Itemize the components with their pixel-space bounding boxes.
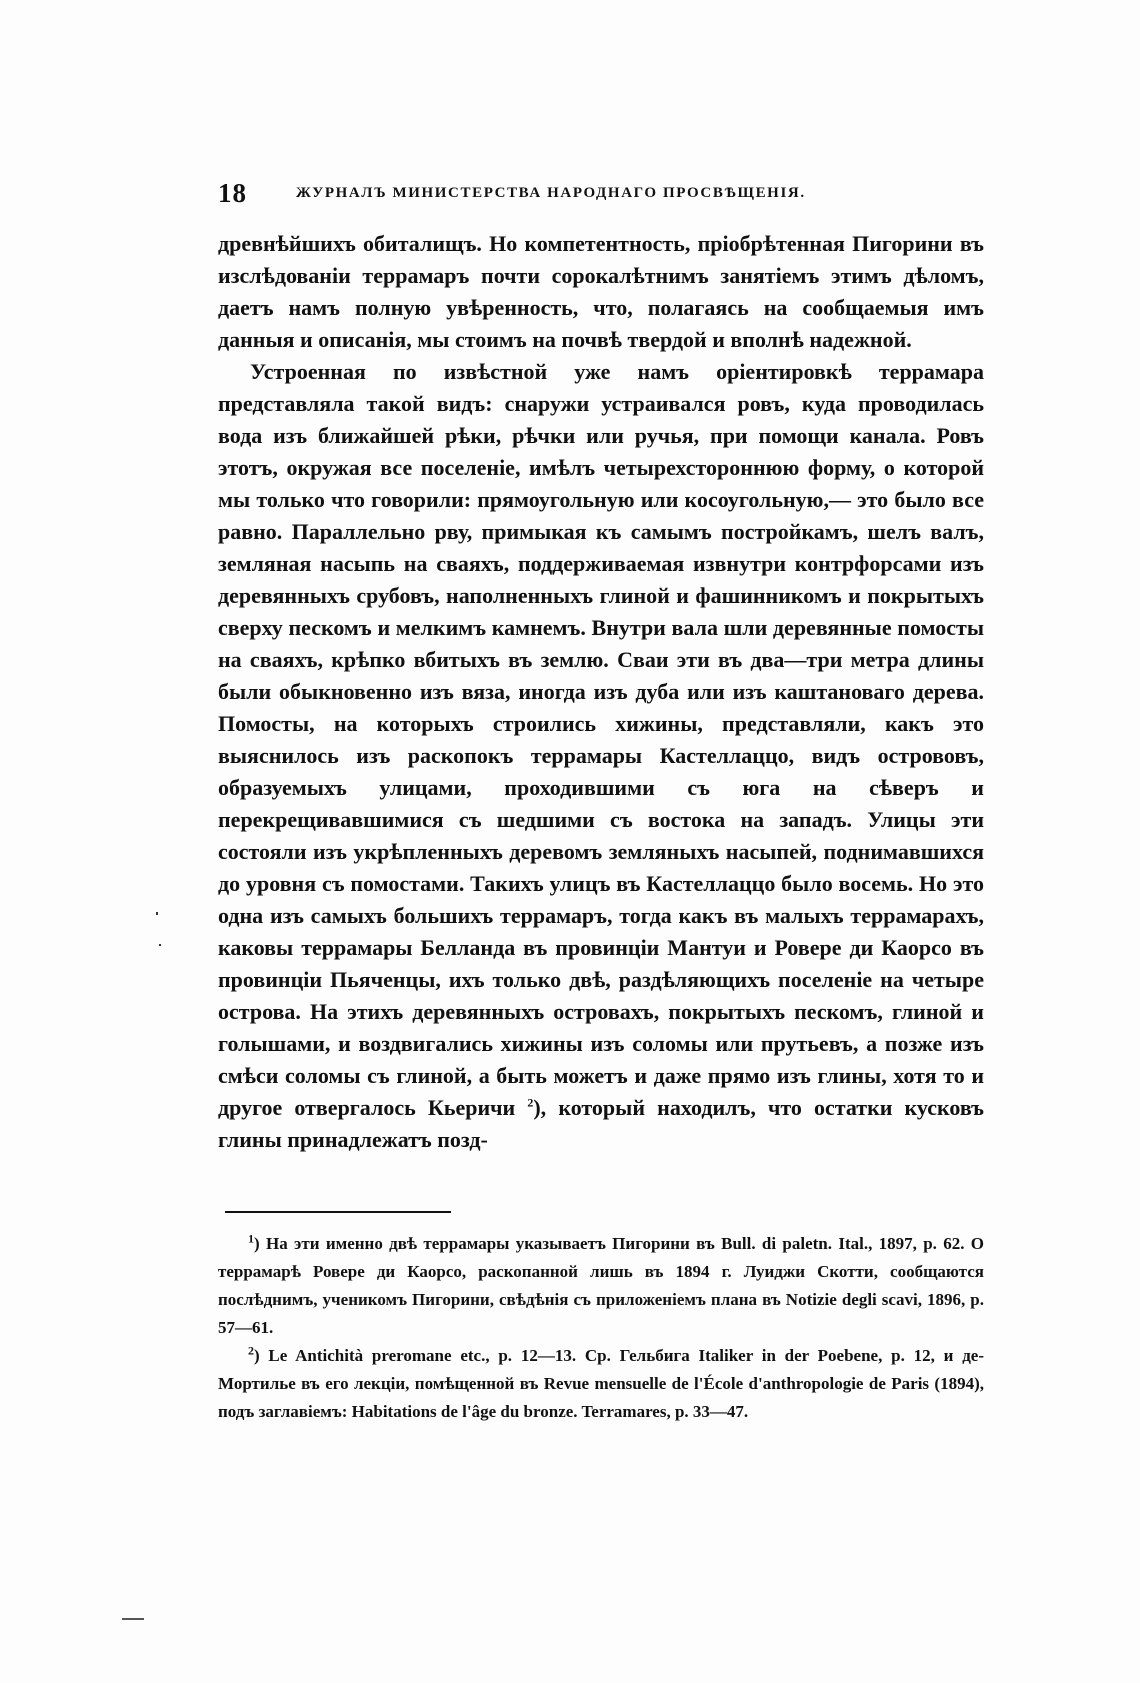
- margin-dash: [122, 1618, 144, 1620]
- main-text: [218, 228, 984, 1156]
- running-title: ЖУРНАЛЪ МИНИСТЕРСТВА НАРОДНАГО ПРОСВѢЩЕНІЯ.: [296, 185, 806, 201]
- footnote-1: [218, 1230, 984, 1342]
- footnote-2-mark: 2: [248, 1343, 254, 1358]
- footnote-2: [218, 1342, 984, 1426]
- page-number: 18: [218, 178, 247, 208]
- paragraph-2-text: Устроенная по извѣстной уже намъ оріентировкѣ террамара представляла такой видъ: снаружи устраивался ровъ, куда проводилась вода изъ ближайшей рѣки, рѣчки или ручья, при помощи канала. Ровъ этотъ, окружая все поселеніе, имѣлъ четырехстороннюю форму, о которой мы только что говорили: прямоугольную или косоугольную,— это было все равно. Параллельно рву, примыкая къ самымъ постройкамъ, шелъ валъ, земляная насыпь на сваяхъ, поддерживаемая извнутри контрфорсами изъ деревянныхъ срубовъ, наполненныхъ глиной и фашинникомъ и покрытыхъ сверху пескомъ и мелкимъ камнемъ. Внутри вала шли деревянные помосты на сваяхъ, крѣпко вбитыхъ въ землю. Сваи эти въ два—три метра длины были обыкновенно изъ вяза, иногда изъ дуба или изъ каштановаго дерева. Помосты, на которыхъ строились хижины, представляли, какъ это выяснилось изъ раскопокъ террамары Кастеллаццо, видъ острововъ, образуемыхъ улицами, проходившими съ юга на сѣверъ и перекрещивавшимися съ шедшими съ востока на западъ. Улицы эти состояли изъ укрѣпленныхъ деревомъ земляныхъ насыпей, поднимавшихся до уровня съ помостами. Такихъ улицъ въ Кастеллаццо было восемь. Но это одна изъ самыхъ большихъ террамаръ, тогда какъ въ малыхъ террамарахъ, каковы террамары Белланда въ провинціи Мантуи и Ровере ди Каорсо въ провинціи Пьяченцы, ихъ только двѣ, раздѣляющихъ поселеніе на четыре острова. На этихъ деревянныхъ островахъ, покрытыхъ пескомъ, глиной и голышами, и воздвигались хижины изъ соломы или прутьевъ, а позже изъ смѣси соломы съ глиной, а быть можетъ и даже прямо изъ глины, хотя то и другое отвергалось Кьеричи: [218, 359, 984, 1120]
- footnote-reference: 2: [527, 1095, 534, 1110]
- footnote-1-text: ) На эти именно двѣ террамары указываетъ Пигорини въ Bull. di paletn. Ital., 1897, p. 62. О террамарѣ Ровере ди Каорсо, раскопанной лишь въ 1894 г. Луиджи Скотти, сообщаются послѣднимъ, ученикомъ Пигорини, свѣдѣнія съ приложеніемъ плана въ Notizie degli scavi, 1896, p. 57—61.: [218, 1234, 984, 1337]
- footnote-1-mark: 1: [248, 1231, 254, 1246]
- paragraph-1: древнѣйшихъ обиталищъ. Но компетентность, пріобрѣтенная Пигорини въ изслѣдованіи террамаръ почти сорокалѣтнимъ занятіемъ этимъ дѣломъ, даетъ намъ полную увѣренность, что, полагаясь на сообщаемыя имъ данныя и описанія, мы стоимъ на почвѣ твердой и вполнѣ надежной.: [218, 231, 984, 352]
- margin-speck: [159, 944, 161, 946]
- paragraph-2-continuation: ), который находилъ, что остатки кусковъ глины принадлежатъ позд-: [218, 1095, 985, 1152]
- footnote-2-text: ) Le Antichità preromane etc., p. 12—13. Ср. Гельбига Italiker in der Poebene, p. 12, и де-Мортилье въ его лекціи, помѣщенной въ Revue mensuelle de l'École d'anthropologie de Paris (1894), подъ заглавіемъ: Habitations de l'âge du bronze. Terramares, p. 33—47.: [218, 1346, 984, 1421]
- footnote-separator: [225, 1211, 451, 1213]
- footnotes: [218, 1230, 984, 1426]
- page-header: [218, 178, 993, 214]
- paragraph-2: [218, 356, 984, 1156]
- margin-speck: [156, 912, 158, 915]
